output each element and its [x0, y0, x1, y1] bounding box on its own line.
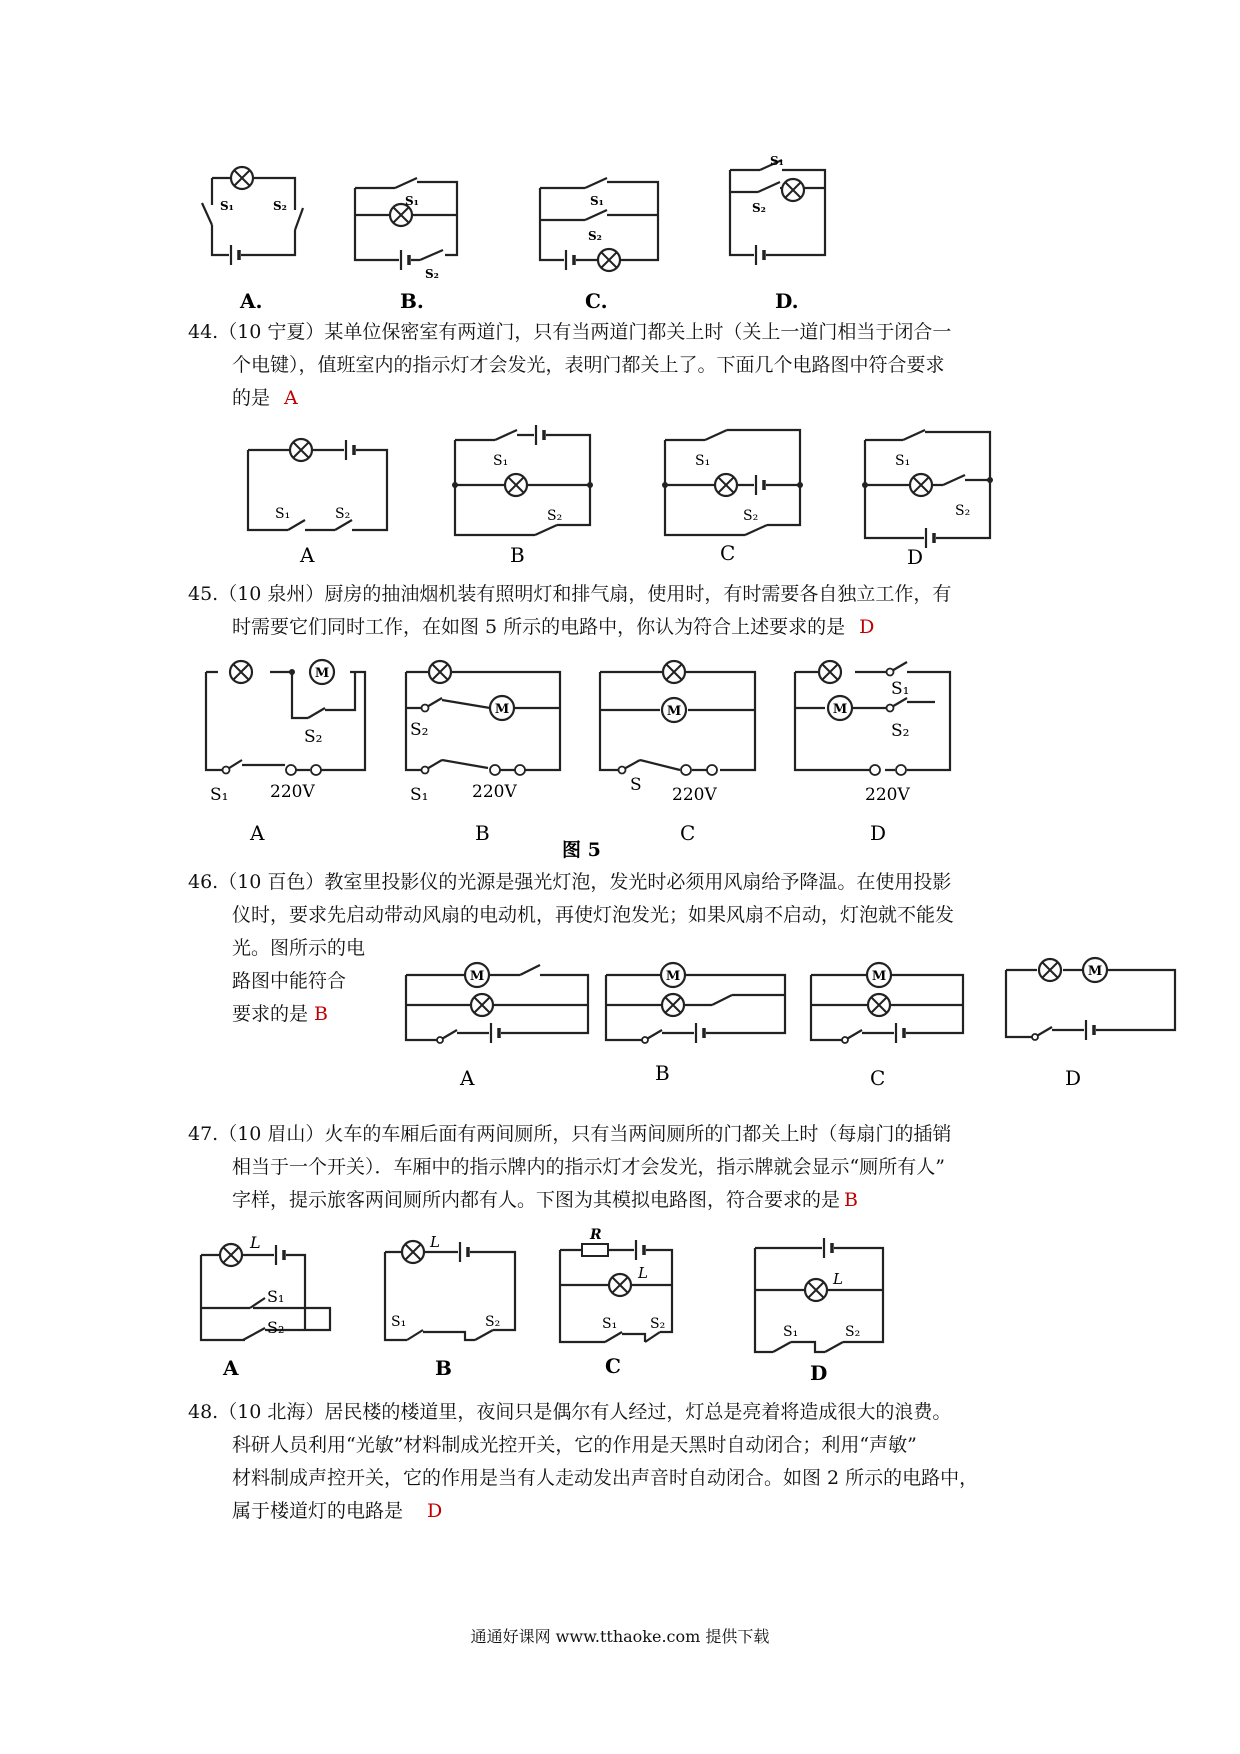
- question-44: [188, 316, 1058, 415]
- voltage-label: 220V: [865, 785, 910, 805]
- question-45: [188, 578, 1058, 644]
- question-text: 仪时，要求先启动带动风扇的电动机，再使灯泡发光；如果风扇不启动，灯泡就不能发: [232, 904, 955, 926]
- s-label: S: [630, 775, 642, 795]
- fig45-circuit-b: [406, 661, 560, 845]
- option-a: A.: [240, 289, 263, 313]
- question-text: 相当于一个开关）．车厢中的指示牌内的指示灯才会发光，指示牌就会显示“厕所有人”: [232, 1156, 945, 1178]
- s1-label: S₁: [783, 1324, 799, 1340]
- question-text: 44.（10 宁夏）某单位保密室有两道门，只有当两道门都关上时（关上一道门相当于闭合一: [188, 321, 952, 343]
- question-text: 科研人员利用“光敏”材料制成光控开关，它的作用是天黑时自动闭合；利用“声敏”: [232, 1434, 917, 1456]
- question-46-side-text: [232, 932, 382, 1031]
- question-46: [188, 866, 1058, 932]
- l-label: L: [833, 1270, 843, 1288]
- question-47: [188, 1118, 1058, 1217]
- s1-label: S₁: [267, 1287, 285, 1306]
- fig44-circuit-d: [862, 430, 993, 569]
- figure-46-circuits: [400, 955, 1180, 1090]
- option-b: B: [435, 1356, 452, 1380]
- s2-label: S₂: [891, 721, 910, 741]
- question-text: 48.（10 北海）居民楼的楼道里，夜间只是偶尔有人经过，灯总是亮着将造成很大的浪费。: [188, 1401, 952, 1423]
- s2-label: S₂: [304, 727, 323, 747]
- question-text: 时需要它们同时工作，在如图 5 所示的电路中，你认为符合上述要求的是: [232, 616, 846, 638]
- s1-label: S₁: [695, 453, 711, 469]
- s1-label: S₁: [391, 1314, 407, 1330]
- option-c: C: [720, 541, 736, 565]
- question-text: 45.（10 泉州）厨房的抽油烟机装有照明灯和排气扇，使用时，有时需要各自独立工作，有: [188, 583, 952, 605]
- s2-label: S₂: [752, 201, 766, 215]
- page-footer: 通通好课网 www.tthaoke.com 提供下载: [470, 1627, 770, 1646]
- s2-label: S₂: [743, 508, 759, 524]
- s1-label: S₁: [410, 785, 429, 805]
- question-text: 个电键），值班室内的指示灯才会发光，表明门都关上了。下面几个电路图中符合要求: [232, 354, 945, 376]
- fig45-circuit-c: [600, 661, 755, 845]
- option-c: C: [870, 1066, 886, 1090]
- option-b: B: [655, 1061, 670, 1085]
- l-label: L: [250, 1233, 261, 1252]
- fig47-circuit-c: [560, 1227, 672, 1378]
- s1-label: S₁: [602, 1316, 618, 1332]
- r-label: R: [590, 1227, 602, 1243]
- option-d: D: [1065, 1066, 1082, 1090]
- option-a: A: [300, 543, 315, 567]
- option-d: D: [907, 545, 924, 569]
- answer: B: [314, 1003, 328, 1025]
- s1-label: S₁: [275, 506, 291, 522]
- s2-label: S₂: [410, 720, 429, 740]
- figure-43-circuits: M S₁ S₂ S₁ S₂ S₁ S₂ S₁ S₂ A. B. C. D.: [200, 160, 1020, 315]
- answer: D: [427, 1500, 443, 1522]
- option-b: B: [510, 543, 525, 567]
- s2-label: S₂: [425, 267, 439, 281]
- l-label: L: [430, 1233, 440, 1251]
- figure-45-circuits: [200, 650, 1000, 860]
- option-d: D: [870, 821, 887, 845]
- s2-label: S₂: [845, 1324, 861, 1340]
- s2-label: S₂: [588, 229, 602, 243]
- option-a: A: [223, 1356, 239, 1380]
- figure-44-circuits: [240, 430, 1040, 570]
- fig47-circuit-d: [755, 1238, 883, 1385]
- s1-label: S₁: [220, 199, 234, 213]
- fig44-circuit-c: [662, 430, 803, 565]
- fig46-circuit-b: [606, 963, 785, 1085]
- s2-label: S₂: [267, 1318, 285, 1337]
- fig43-circuit-d: [730, 154, 825, 265]
- s1-label: S₁: [770, 154, 784, 168]
- fig43-circuit-b: [355, 178, 457, 281]
- option-c: C: [605, 1354, 621, 1378]
- option-b: B.: [400, 289, 424, 313]
- fig43-circuit-c: [540, 178, 658, 271]
- answer: A: [284, 387, 298, 409]
- s2-label: S₂: [273, 199, 287, 213]
- s1-label: S₁: [405, 194, 419, 208]
- question-48: [188, 1396, 1058, 1528]
- s1-label: S₁: [493, 453, 509, 469]
- question-text: 的是: [232, 387, 271, 409]
- option-a: A: [460, 1066, 475, 1090]
- s2-label: S₂: [485, 1314, 501, 1330]
- s2-label: S₂: [955, 503, 971, 519]
- question-text: 光。图所示的电: [232, 937, 366, 959]
- option-c: C: [680, 821, 696, 845]
- l-label: L: [638, 1264, 648, 1282]
- fig47-circuit-a: [201, 1233, 330, 1380]
- fig47-circuit-b: [385, 1233, 515, 1380]
- fig44-circuit-b: [452, 425, 593, 567]
- question-text: 要求的是: [232, 1003, 309, 1025]
- s1-label: S₁: [891, 679, 910, 699]
- s2-label: S₂: [547, 508, 563, 524]
- s1-label: S₁: [210, 785, 229, 805]
- fig45-circuit-d: [795, 661, 950, 845]
- figure-caption: 图 5: [562, 839, 601, 861]
- question-text: 路图中能符合: [232, 970, 347, 992]
- question-text: 47.（10 眉山）火车的车厢后面有两间厕所，只有当两间厕所的门都关上时（每扇门的插销: [188, 1123, 952, 1145]
- voltage-label: 220V: [472, 782, 517, 802]
- s2-label: S₂: [650, 1316, 666, 1332]
- s1-label: S₁: [895, 453, 911, 469]
- option-a: A: [250, 821, 265, 845]
- figure-47-circuits: [195, 1227, 915, 1400]
- s1-label: S₁: [590, 194, 604, 208]
- question-text: 材料制成声控开关，它的作用是当有人走动发出声音时自动闭合。如图 2 所示的电路中，: [232, 1467, 979, 1489]
- fig44-circuit-a: [248, 439, 387, 567]
- voltage-label: 220V: [270, 782, 315, 802]
- option-d: D: [810, 1361, 828, 1385]
- fig45-circuit-a: [206, 660, 365, 845]
- fig46-circuit-d: [1006, 958, 1175, 1090]
- fig43-circuit-a: [202, 167, 303, 265]
- option-c: C.: [585, 289, 608, 313]
- answer: D: [859, 616, 875, 638]
- s2-label: S₂: [335, 506, 351, 522]
- option-b: B: [475, 821, 490, 845]
- voltage-label: 220V: [672, 785, 717, 805]
- fig46-circuit-a: [406, 963, 588, 1090]
- question-text: 属于楼道灯的电路是: [232, 1500, 404, 1522]
- fig46-circuit-c: [811, 963, 963, 1090]
- question-text: 字样，提示旅客两间厕所内都有人。下图为其模拟电路图，符合要求的是: [232, 1189, 841, 1211]
- answer: B: [844, 1189, 858, 1211]
- option-d: D.: [775, 289, 799, 313]
- question-text: 46.（10 百色）教室里投影仪的光源是强光灯泡，发光时必须用风扇给予降温。在使用投影: [188, 871, 952, 893]
